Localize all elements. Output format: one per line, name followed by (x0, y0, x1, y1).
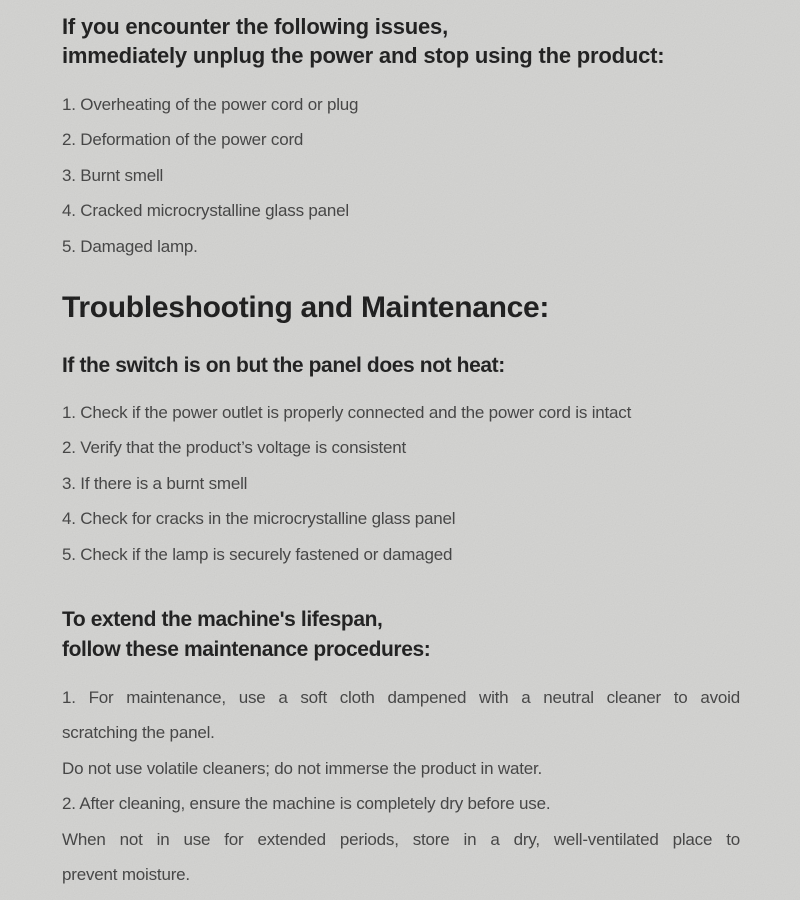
maintenance-paragraphs (62, 680, 740, 892)
list-item: 1. Overheating of the power cord or plug (62, 95, 359, 114)
list-item: 4. Check for cracks in the microcrystalline glass panel (62, 509, 456, 529)
troubleshooting-title: Troubleshooting and Maintenance: (62, 291, 550, 325)
list-item: 3. If there is a burnt smell (62, 473, 248, 493)
list-item: 5. Check if the lamp is securely fastened or damaged (62, 544, 453, 564)
troubleshooting-list (62, 395, 740, 572)
paragraph-line: 1. For maintenance, use a soft cloth dampened with a neutral cleaner to avoid (62, 688, 740, 708)
paragraph-line: Do not use volatile cleaners; do not immerse the product in water. (62, 758, 543, 778)
warning-heading-line-1: If you encounter the following issues, (62, 14, 448, 39)
warning-heading (62, 12, 740, 70)
list-item: 2. Deformation of the power cord (62, 130, 304, 150)
warning-heading-line-2: immediately unplug the power and stop using the product: (62, 43, 665, 68)
warning-list (62, 87, 740, 264)
maintenance-heading (62, 605, 740, 665)
paragraph-line: 2. After cleaning, ensure the machine is completely dry before use. (62, 794, 551, 814)
troubleshooting-subheading: If the switch is on but the panel does not heat: (62, 354, 505, 378)
list-item: 1. Check if the power outlet is properly connected and the power cord is intact (62, 403, 632, 423)
paragraph-line: scratching the panel. (62, 723, 215, 743)
paragraph-line: prevent moisture. (62, 865, 190, 885)
page-content (0, 12, 800, 900)
paragraph-line: When not in use for extended periods, store in a dry, well-ventilated place to (62, 829, 740, 849)
list-item: 3. Burnt smell (62, 165, 164, 185)
maintenance-heading-line-1: To extend the machine's lifespan, (62, 608, 383, 632)
list-item: 2. Verify that the product’s voltage is consistent (62, 438, 407, 458)
maintenance-heading-line-2: follow these maintenance procedures: (62, 638, 431, 662)
list-item: 4. Cracked microcrystalline glass panel (62, 201, 349, 221)
list-item: 5. Damaged lamp. (62, 236, 198, 256)
